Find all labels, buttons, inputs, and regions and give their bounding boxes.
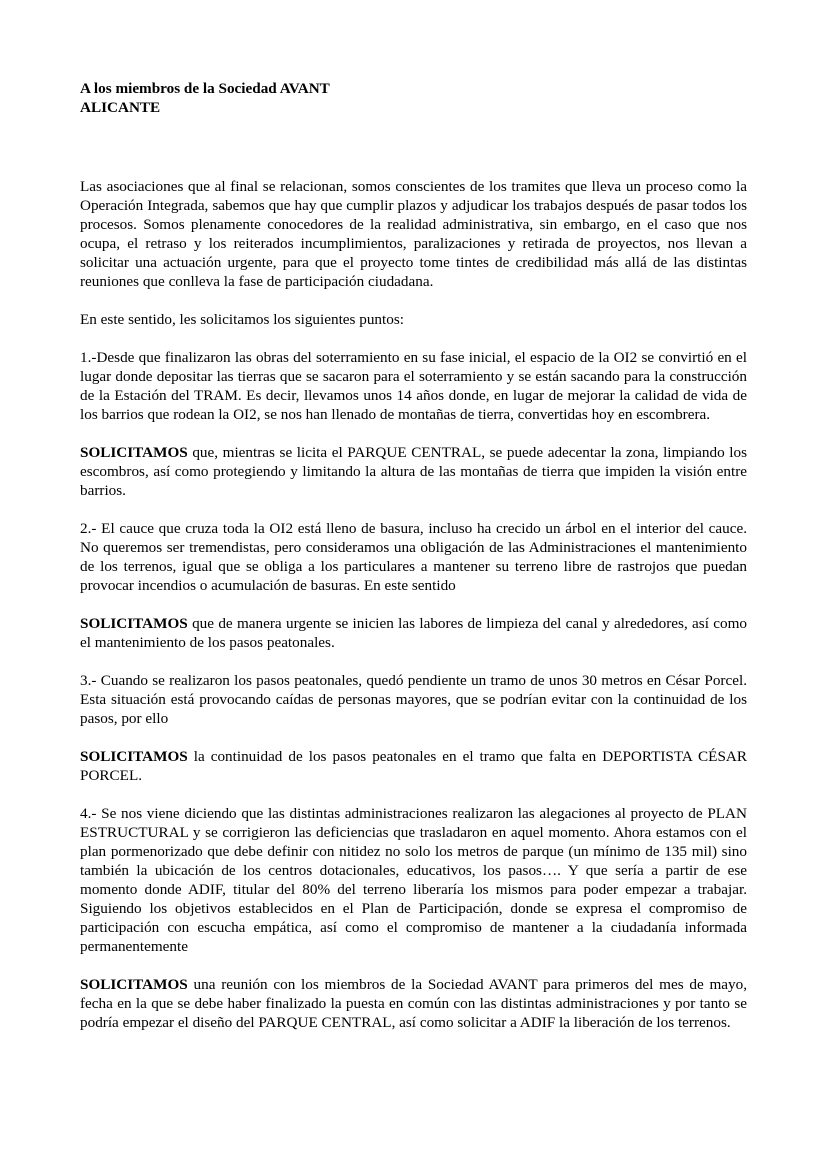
point-4-paragraph: 4.- Se nos viene diciendo que las distintas administraciones realizaron las alegaciones al proyecto de PLAN ESTRUCTURAL y se corrigieron las deficiencias que trasladaron en aquel momento. Ahora estamos con el plan pormenorizado que debe definir con nitidez no solo los metros de parque (un mínimo de 135 mil) sino también la ubicación de los centros dotacionales, educativos, los pasos…. Y que sería a partir de ese momento donde ADIF, titular del 80% del terreno liberaría los mismos para poder empezar a trabajar. Siguiendo los objetivos establecidos en el Plan de Participación, donde se expresa el compromiso de participación con escucha empática, así como el compromiso de mantener a la ciudadanía informada permanentemente: [80, 805, 747, 955]
request-intro-paragraph: En este sentido, les solicitamos los siguientes puntos:: [80, 311, 404, 328]
request-4-paragraph: [80, 975, 747, 1032]
addressee-block: [80, 79, 747, 117]
request-3-text: la continuidad de los pasos peatonales en el tramo que falta en DEPORTISTA CÉSAR PORCEL.: [80, 748, 747, 784]
request-1-text: que, mientras se licita el PARQUE CENTRAL, se puede adecentar la zona, limpiando los escombros, así como protegiendo y limitando la altura de las montañas de tierra que impiden la visión entre barrios.: [80, 444, 747, 499]
request-1-paragraph: [80, 443, 747, 500]
request-2-text: que de manera urgente se inicien las labores de limpieza del canal y alrededores, así como el mantenimiento de los pasos peatonales.: [80, 615, 747, 651]
addressee-line-2: ALICANTE: [80, 99, 161, 116]
solicitamos-label: SOLICITAMOS: [80, 748, 188, 765]
request-4-text: una reunión con los miembros de la Sociedad AVANT para primeros del mes de mayo, fecha en la que se debe haber finalizado la puesta en común con las distintas administraciones y por tanto se podría empezar el diseño del PARQUE CENTRAL, así como solicitar a ADIF la liberación de los terrenos.: [80, 976, 747, 1031]
intro-paragraph: Las asociaciones que al final se relacionan, somos conscientes de los tramites que lleva un proceso como la Operación Integrada, sabemos que hay que cumplir plazos y adjudicar los trabajos después de pasar todos los procesos. Somos plenamente conocedores de la realidad administrativa, sin embargo, en el caso que nos ocupa, el retraso y los reiterados incumplimientos, paralizaciones y retirada de proyectos, nos llevan a solicitar una actuación urgente, para que el proyecto tome tintes de credibilidad más allá de las distintas reuniones que conlleva la fase de participación ciudadana.: [80, 178, 747, 290]
addressee-line-1: A los miembros de la Sociedad AVANT: [80, 80, 330, 97]
solicitamos-label: SOLICITAMOS: [80, 444, 188, 461]
solicitamos-label: SOLICITAMOS: [80, 976, 188, 993]
point-2-paragraph: 2.- El cauce que cruza toda la OI2 está lleno de basura, incluso ha crecido un árbol en el interior del cauce. No queremos ser tremendistas, pero consideramos una obligación de las Administraciones el mantenimiento de los terrenos, igual que se obliga a los particulares a mantener su terreno libre de rastrojos que puedan provocar incendios o acumulación de basuras. En este sentido: [80, 520, 747, 594]
solicitamos-label: SOLICITAMOS: [80, 615, 188, 632]
point-3-paragraph: 3.- Cuando se realizaron los pasos peatonales, quedó pendiente un tramo de unos 30 metros en César Porcel. Esta situación está provocando caídas de personas mayores, que se podrían evitar con la continuidad de los pasos, por ello: [80, 672, 747, 727]
letter-page: [80, 79, 747, 1051]
letter-body: [80, 177, 747, 1032]
request-2-paragraph: [80, 614, 747, 652]
request-3-paragraph: [80, 747, 747, 785]
point-1-paragraph: 1.-Desde que finalizaron las obras del soterramiento en su fase inicial, el espacio de la OI2 se convirtió en el lugar donde depositar las tierras que se sacaron para el soterramiento y se están sacando para la construcción de la Estación del TRAM. Es decir, llevamos unos 14 años donde, en lugar de mejorar la calidad de vida de los barrios que rodean la OI2, se nos han llenado de montañas de tierra, convertidas hoy en escombrera.: [80, 349, 747, 423]
